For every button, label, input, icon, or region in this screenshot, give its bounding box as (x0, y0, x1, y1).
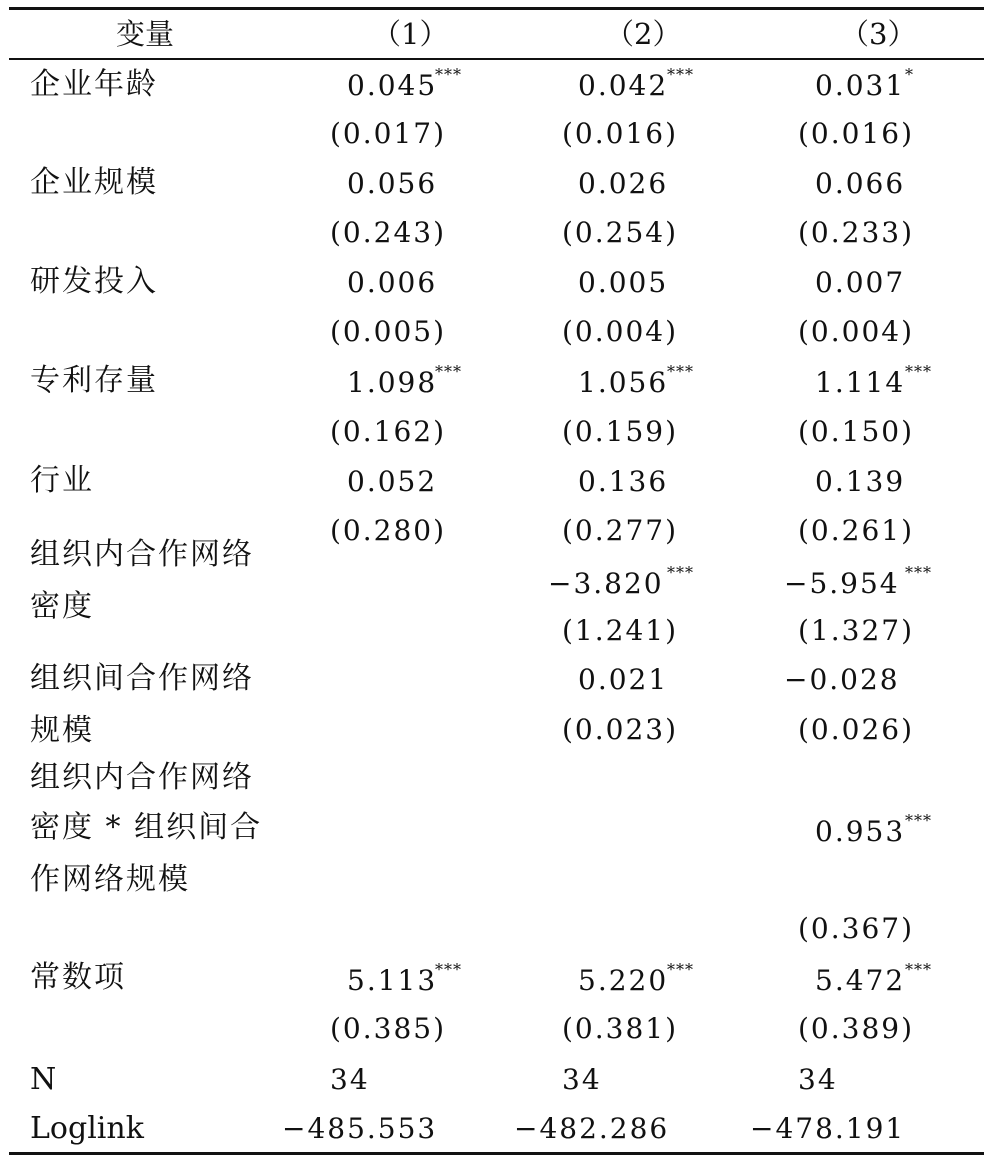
header-col-1: （1） (372, 17, 449, 51)
se-constant-3: (0.389) (798, 1012, 915, 1045)
row-label-intra-density-line-2: 密度 (30, 589, 94, 624)
coef-firm-size-3: 0.066 (815, 167, 906, 200)
se-interaction-3: (0.367) (798, 912, 915, 945)
top-rule (9, 7, 984, 10)
coef-patent-stock-1: 1.098 (347, 366, 438, 399)
coef-rd-input-1: 0.006 (347, 266, 438, 299)
coef-patent-stock-2: 1.056 (578, 366, 669, 399)
row-label-rd-input: 研发投入 (30, 264, 158, 299)
se-inter-size-3: (0.026) (798, 713, 915, 746)
se-constant-1: (0.385) (330, 1012, 447, 1045)
se-industry-3: (0.261) (798, 514, 915, 547)
row-label-n: N (30, 1062, 59, 1097)
sig-firm-age-2: *** (667, 65, 694, 84)
row-label-inter-size-line-1: 组织间合作网络 (30, 661, 254, 696)
row-label-interaction-line-3: 作网络规模 (30, 862, 190, 897)
sig-constant-1: *** (435, 960, 462, 979)
sig-constant-3: *** (905, 960, 932, 979)
coef-industry-3: 0.139 (815, 465, 906, 498)
sig-intra-density-3: *** (905, 563, 932, 582)
coef-inter-size-3: −0.028 (784, 663, 900, 696)
se-inter-size-2: (0.023) (562, 713, 679, 746)
se-firm-age-1: (0.017) (330, 117, 447, 150)
sig-intra-density-2: *** (667, 563, 694, 582)
se-industry-1: (0.280) (330, 514, 447, 547)
coef-rd-input-3: 0.007 (815, 266, 906, 299)
se-firm-age-2: (0.016) (562, 117, 679, 150)
header-variable: 变量 (116, 17, 175, 51)
coef-firm-age-1: 0.045 (347, 69, 438, 102)
header-col-2: （2） (605, 17, 682, 51)
se-firm-size-1: (0.243) (330, 216, 447, 249)
sig-firm-age-3: * (905, 65, 914, 84)
coef-firm-size-1: 0.056 (347, 167, 438, 200)
coef-intra-density-3: −5.954 (784, 567, 900, 600)
row-label-loglink: Loglink (30, 1111, 144, 1146)
sig-interaction-3: *** (905, 811, 932, 830)
se-rd-input-1: (0.005) (330, 315, 447, 348)
sig-constant-2: *** (667, 960, 694, 979)
coef-inter-size-2: 0.021 (578, 663, 669, 696)
n-2: 34 (562, 1063, 602, 1096)
row-label-firm-size: 企业规模 (30, 165, 158, 200)
se-industry-2: (0.277) (562, 514, 679, 547)
se-patent-stock-1: (0.162) (330, 415, 447, 448)
se-intra-density-3: (1.327) (798, 614, 915, 647)
row-label-inter-size-line-2: 规模 (30, 713, 94, 748)
se-firm-age-3: (0.016) (798, 117, 915, 150)
header-col-3: （3） (840, 17, 917, 51)
se-rd-input-2: (0.004) (562, 315, 679, 348)
coef-firm-age-3: 0.031 (815, 69, 906, 102)
row-label-industry: 行业 (30, 463, 94, 498)
coef-firm-size-2: 0.026 (578, 167, 669, 200)
se-firm-size-2: (0.254) (562, 216, 679, 249)
row-label-firm-age: 企业年龄 (30, 67, 158, 102)
loglink-3: −478.191 (750, 1112, 906, 1145)
row-label-patent-stock: 专利存量 (30, 363, 158, 398)
se-patent-stock-2: (0.159) (562, 415, 679, 448)
se-intra-density-2: (1.241) (562, 614, 679, 647)
header-rule (9, 58, 984, 60)
coef-constant-3: 5.472 (815, 964, 906, 997)
coef-constant-1: 5.113 (347, 964, 438, 997)
se-patent-stock-3: (0.150) (798, 415, 915, 448)
se-constant-2: (0.381) (562, 1012, 679, 1045)
sig-patent-stock-3: *** (905, 362, 932, 381)
coef-intra-density-2: −3.820 (548, 567, 664, 600)
sig-patent-stock-1: *** (435, 362, 462, 381)
coef-patent-stock-3: 1.114 (815, 366, 906, 399)
row-label-interaction-line-1: 组织内合作网络 (30, 760, 254, 795)
coef-industry-2: 0.136 (578, 465, 669, 498)
row-label-intra-density-line-1: 组织内合作网络 (30, 537, 254, 572)
coef-industry-1: 0.052 (347, 465, 438, 498)
se-firm-size-3: (0.233) (798, 216, 915, 249)
n-1: 34 (330, 1063, 370, 1096)
sig-patent-stock-2: *** (667, 362, 694, 381)
row-label-constant: 常数项 (30, 960, 126, 995)
n-3: 34 (798, 1063, 838, 1096)
sig-firm-age-1: *** (435, 65, 462, 84)
coef-constant-2: 5.220 (578, 964, 669, 997)
row-label-interaction-line-2: 密度 * 组织间合 (30, 810, 263, 845)
loglink-1: −485.553 (282, 1112, 438, 1145)
coef-interaction-3: 0.953 (815, 815, 906, 848)
se-rd-input-3: (0.004) (798, 315, 915, 348)
coef-firm-age-2: 0.042 (578, 69, 669, 102)
bottom-rule (9, 1152, 984, 1155)
loglink-2: −482.286 (514, 1112, 670, 1145)
coef-rd-input-2: 0.005 (578, 266, 669, 299)
